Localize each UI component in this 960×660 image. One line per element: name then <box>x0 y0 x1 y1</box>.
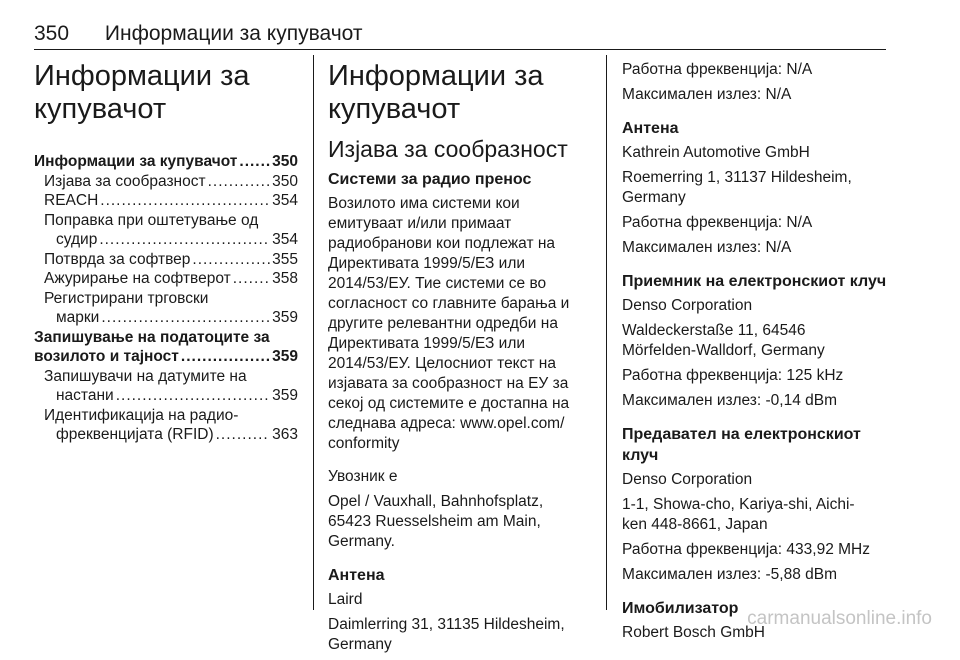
radio-systems-heading: Системи за радио пренос <box>328 171 532 188</box>
toc-entry-software-update[interactable]: Ажурирање на софтверот ..... 358 <box>34 269 298 289</box>
immobilizer-heading: Имобилизатор <box>622 600 739 617</box>
antenna-company: Laird <box>328 591 363 608</box>
toc-entry-software-ack[interactable]: Потврда за софтвер ..... 355 <box>34 250 298 270</box>
subsection-title: Изјава за сообразност <box>328 136 568 162</box>
operating-frequency-4: Работна фреквенција: 433,92 MHz <box>622 541 870 558</box>
max-output-2: Максимален излез: N/A <box>622 239 792 256</box>
page-header <box>34 22 363 46</box>
antenna-heading-2: Антена <box>622 120 679 137</box>
toc-entry-data-privacy[interactable]: Запишување на податоците за возилото и тајност ..... 359 <box>34 328 298 367</box>
toc-entry-declaration[interactable]: Изјава за сообразност ..... 350 <box>34 172 298 192</box>
content-column-3 <box>622 60 892 648</box>
receiver-address: Waldeckerstaße 11, 64546 Mörfelden-Walldorf, Germany <box>622 322 825 359</box>
toc-entry-reach[interactable]: REACH ..... 354 <box>34 191 298 211</box>
operating-frequency-2: Работна фреквенција: N/A <box>622 214 813 231</box>
header-divider <box>34 49 886 50</box>
radio-systems-body: Возилото има системи кои емитуваат и/или примаат радиобранови кои подлежат на Директивата 1999/5/ЕЗ или 2014/53/ЕУ. Тие системи се во согласност со главните барања и другите релевантни одредби на Директивата 1999/5/ЕЗ или 2014/53/ЕУ. Целосниот текст на изјавата за сообразност на ЕУ за секој од системите е достапна на следнава адреса: www.opel.com/ conformity <box>328 195 570 452</box>
key-receiver-heading: Приемник на електронскиот клуч <box>622 273 887 290</box>
transmitter-address: 1-1, Showa-cho, Kariya-shi, Aichi- ken 448-8661, Japan <box>622 496 855 533</box>
max-output: Максимален излез: N/A <box>622 86 792 103</box>
key-transmitter-heading: Предавател на електронскиот клуч <box>622 426 861 464</box>
antenna-address: Daimlerring 31, 31135 Hildesheim, Germany <box>328 616 565 653</box>
toc-entry-trademarks[interactable]: Регистрирани трговски марки ..... 359 <box>34 289 298 328</box>
toc-column <box>34 60 298 445</box>
chapter-title: Информации за купувачот <box>34 60 250 125</box>
transmitter-company: Denso Corporation <box>622 471 753 488</box>
section-title: Информации за купувачот <box>328 60 544 125</box>
column-divider-2 <box>606 55 607 610</box>
immobilizer-company: Robert Bosch GmbH <box>622 624 765 641</box>
toc-entry-collision-repair[interactable]: Поправка при оштетување од судир ..... 354 <box>34 211 298 250</box>
antenna-address-2: Roemerring 1, 31137 Hildesheim, Germany <box>622 169 852 206</box>
running-title: Информации за купувачот <box>104 22 363 45</box>
toc-entry-rfid[interactable]: Идентификација на радио- фреквенцијата (RFID) ..... 363 <box>34 406 298 445</box>
column-divider-1 <box>313 55 314 610</box>
page-number: 350 <box>34 22 70 45</box>
max-output-4: Максимален излез: -5,88 dBm <box>622 566 838 583</box>
receiver-company: Denso Corporation <box>622 297 753 314</box>
max-output-3: Максимален излез: -0,14 dBm <box>622 392 838 409</box>
toc-entry-customer-info[interactable]: Информации за купувачот ..... 350 <box>34 152 298 172</box>
toc-entry-event-recorders[interactable]: Запишувачи на датумите на настани ..... 359 <box>34 367 298 406</box>
importer-address: Opel / Vauxhall, Bahnhofsplatz, 65423 Ruesselsheim am Main, Germany. <box>328 493 544 550</box>
table-of-contents <box>34 152 298 445</box>
importer-label: Увозник е <box>328 468 398 485</box>
operating-frequency-3: Работна фреквенција: 125 kHz <box>622 367 844 384</box>
operating-frequency: Работна фреквенција: N/A <box>622 61 813 78</box>
content-column-2 <box>328 60 586 660</box>
antenna-heading: Антена <box>328 567 385 584</box>
watermark: carmanualsonline.info <box>747 608 932 629</box>
antenna-company-2: Kathrein Automotive GmbH <box>622 144 810 161</box>
